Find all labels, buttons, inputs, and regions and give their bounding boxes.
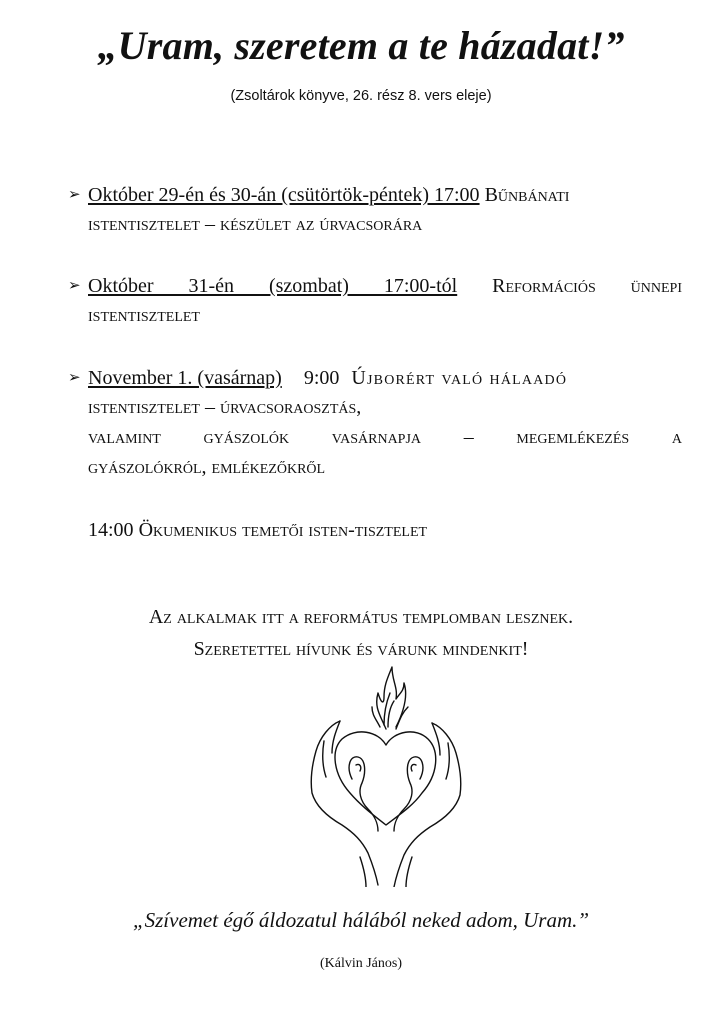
bible-reference: (Zsoltárok könyve, 26. rész 8. vers eleje) — [230, 88, 492, 104]
arrow-bullet-icon: ➢ — [68, 185, 81, 203]
event-item-1 — [68, 179, 682, 239]
event-item-4 — [88, 515, 702, 545]
event-time: 9:00 — [303, 367, 340, 389]
event-title: Ökumenikus temetői isten-tisztelet — [138, 519, 428, 541]
event-title-cont: istentisztelet – készület az úrvacsorára — [88, 213, 423, 235]
notice-line-1: Az alkalmak itt a református templomban lesznek. — [148, 606, 574, 628]
event-title-cont: valamint gyászolók vasárnapja – megemlékezés a — [88, 426, 682, 448]
event-item-2 — [68, 270, 682, 330]
event-item-3 — [68, 362, 682, 482]
event-title: Reformációs ünnepi — [492, 275, 683, 297]
page-title: „Uram, szeretem a te házadat!” — [97, 23, 625, 68]
hands-holding-flaming-heart-icon — [296, 657, 476, 887]
arrow-bullet-icon: ➢ — [68, 368, 81, 386]
arrow-bullet-icon: ➢ — [68, 276, 81, 294]
closing-quote: „Szívemet égő áldozatul hálából neked adom, Uram.” — [132, 908, 590, 932]
event-date: Október 31-én (szombat) 17:00-tól — [88, 275, 458, 297]
event-title-cont: istentisztelet – úrvacsoraosztás, — [88, 396, 362, 418]
quote-author: (Kálvin János) — [319, 956, 403, 971]
event-date: November 1. (vasárnap) — [88, 367, 282, 389]
event-time: 14:00 — [88, 519, 134, 541]
event-date: Október 29-én és 30-án (csütörtök-péntek) 17:00 — [88, 184, 480, 206]
event-title: Bűnbánati — [484, 184, 570, 206]
event-title: Újborért való hálaadó — [351, 367, 568, 389]
event-title-cont: gyászolókról, emlékezőkről — [88, 456, 326, 478]
notice-line-2: Szeretettel hívunk és várunk mindenkit! — [193, 638, 529, 660]
event-title-cont: istentisztelet — [88, 304, 200, 326]
